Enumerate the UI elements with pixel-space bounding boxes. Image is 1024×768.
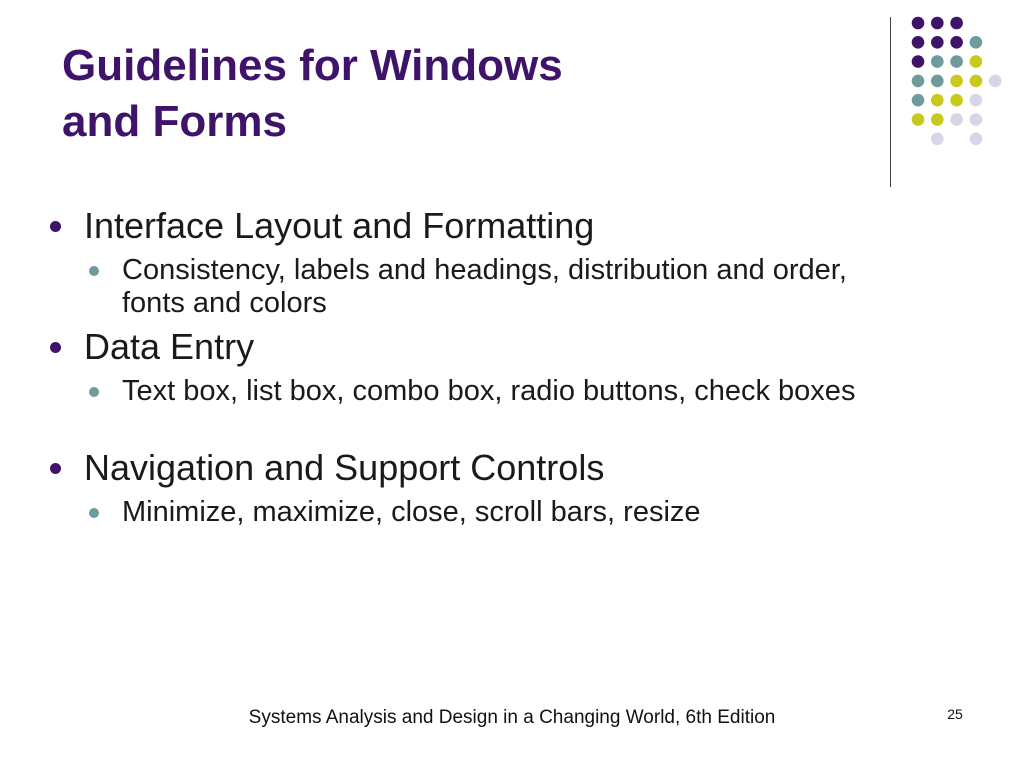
sub-bullet-text: Text box, list box, combo box, radio buttons, check boxes	[122, 375, 856, 407]
bullet-dot-icon	[50, 463, 61, 474]
sub-bullet-text: Minimize, maximize, close, scroll bars, resize	[122, 496, 701, 528]
bullet-item	[84, 206, 594, 246]
bullet-item	[84, 327, 254, 367]
slide-title-line-2: and Forms	[62, 97, 287, 146]
slide-footer	[0, 706, 1024, 730]
sub-bullet-dot-icon	[89, 387, 99, 397]
sub-bullet-text: Consistency, labels and headings, distribution and order, fonts and colors	[122, 254, 847, 319]
bullet-dot-icon	[50, 221, 61, 232]
page-number: 25	[947, 706, 963, 722]
bullet-dot-icon	[50, 342, 61, 353]
sub-bullet-item	[122, 254, 902, 320]
bullet-text: Interface Layout and Formatting	[84, 205, 595, 246]
sub-bullet-item	[122, 375, 902, 408]
slide-title-line-1: Guidelines for Windows	[62, 41, 563, 90]
bullet-text: Data Entry	[84, 326, 255, 367]
bullet-text: Navigation and Support Controls	[84, 447, 605, 488]
sub-bullet-item	[122, 496, 902, 529]
bullet-item	[84, 448, 604, 488]
footer-text: Systems Analysis and Design in a Changing World, 6th Edition	[248, 707, 776, 728]
sub-bullet-dot-icon	[89, 266, 99, 276]
sub-bullet-dot-icon	[89, 508, 99, 518]
